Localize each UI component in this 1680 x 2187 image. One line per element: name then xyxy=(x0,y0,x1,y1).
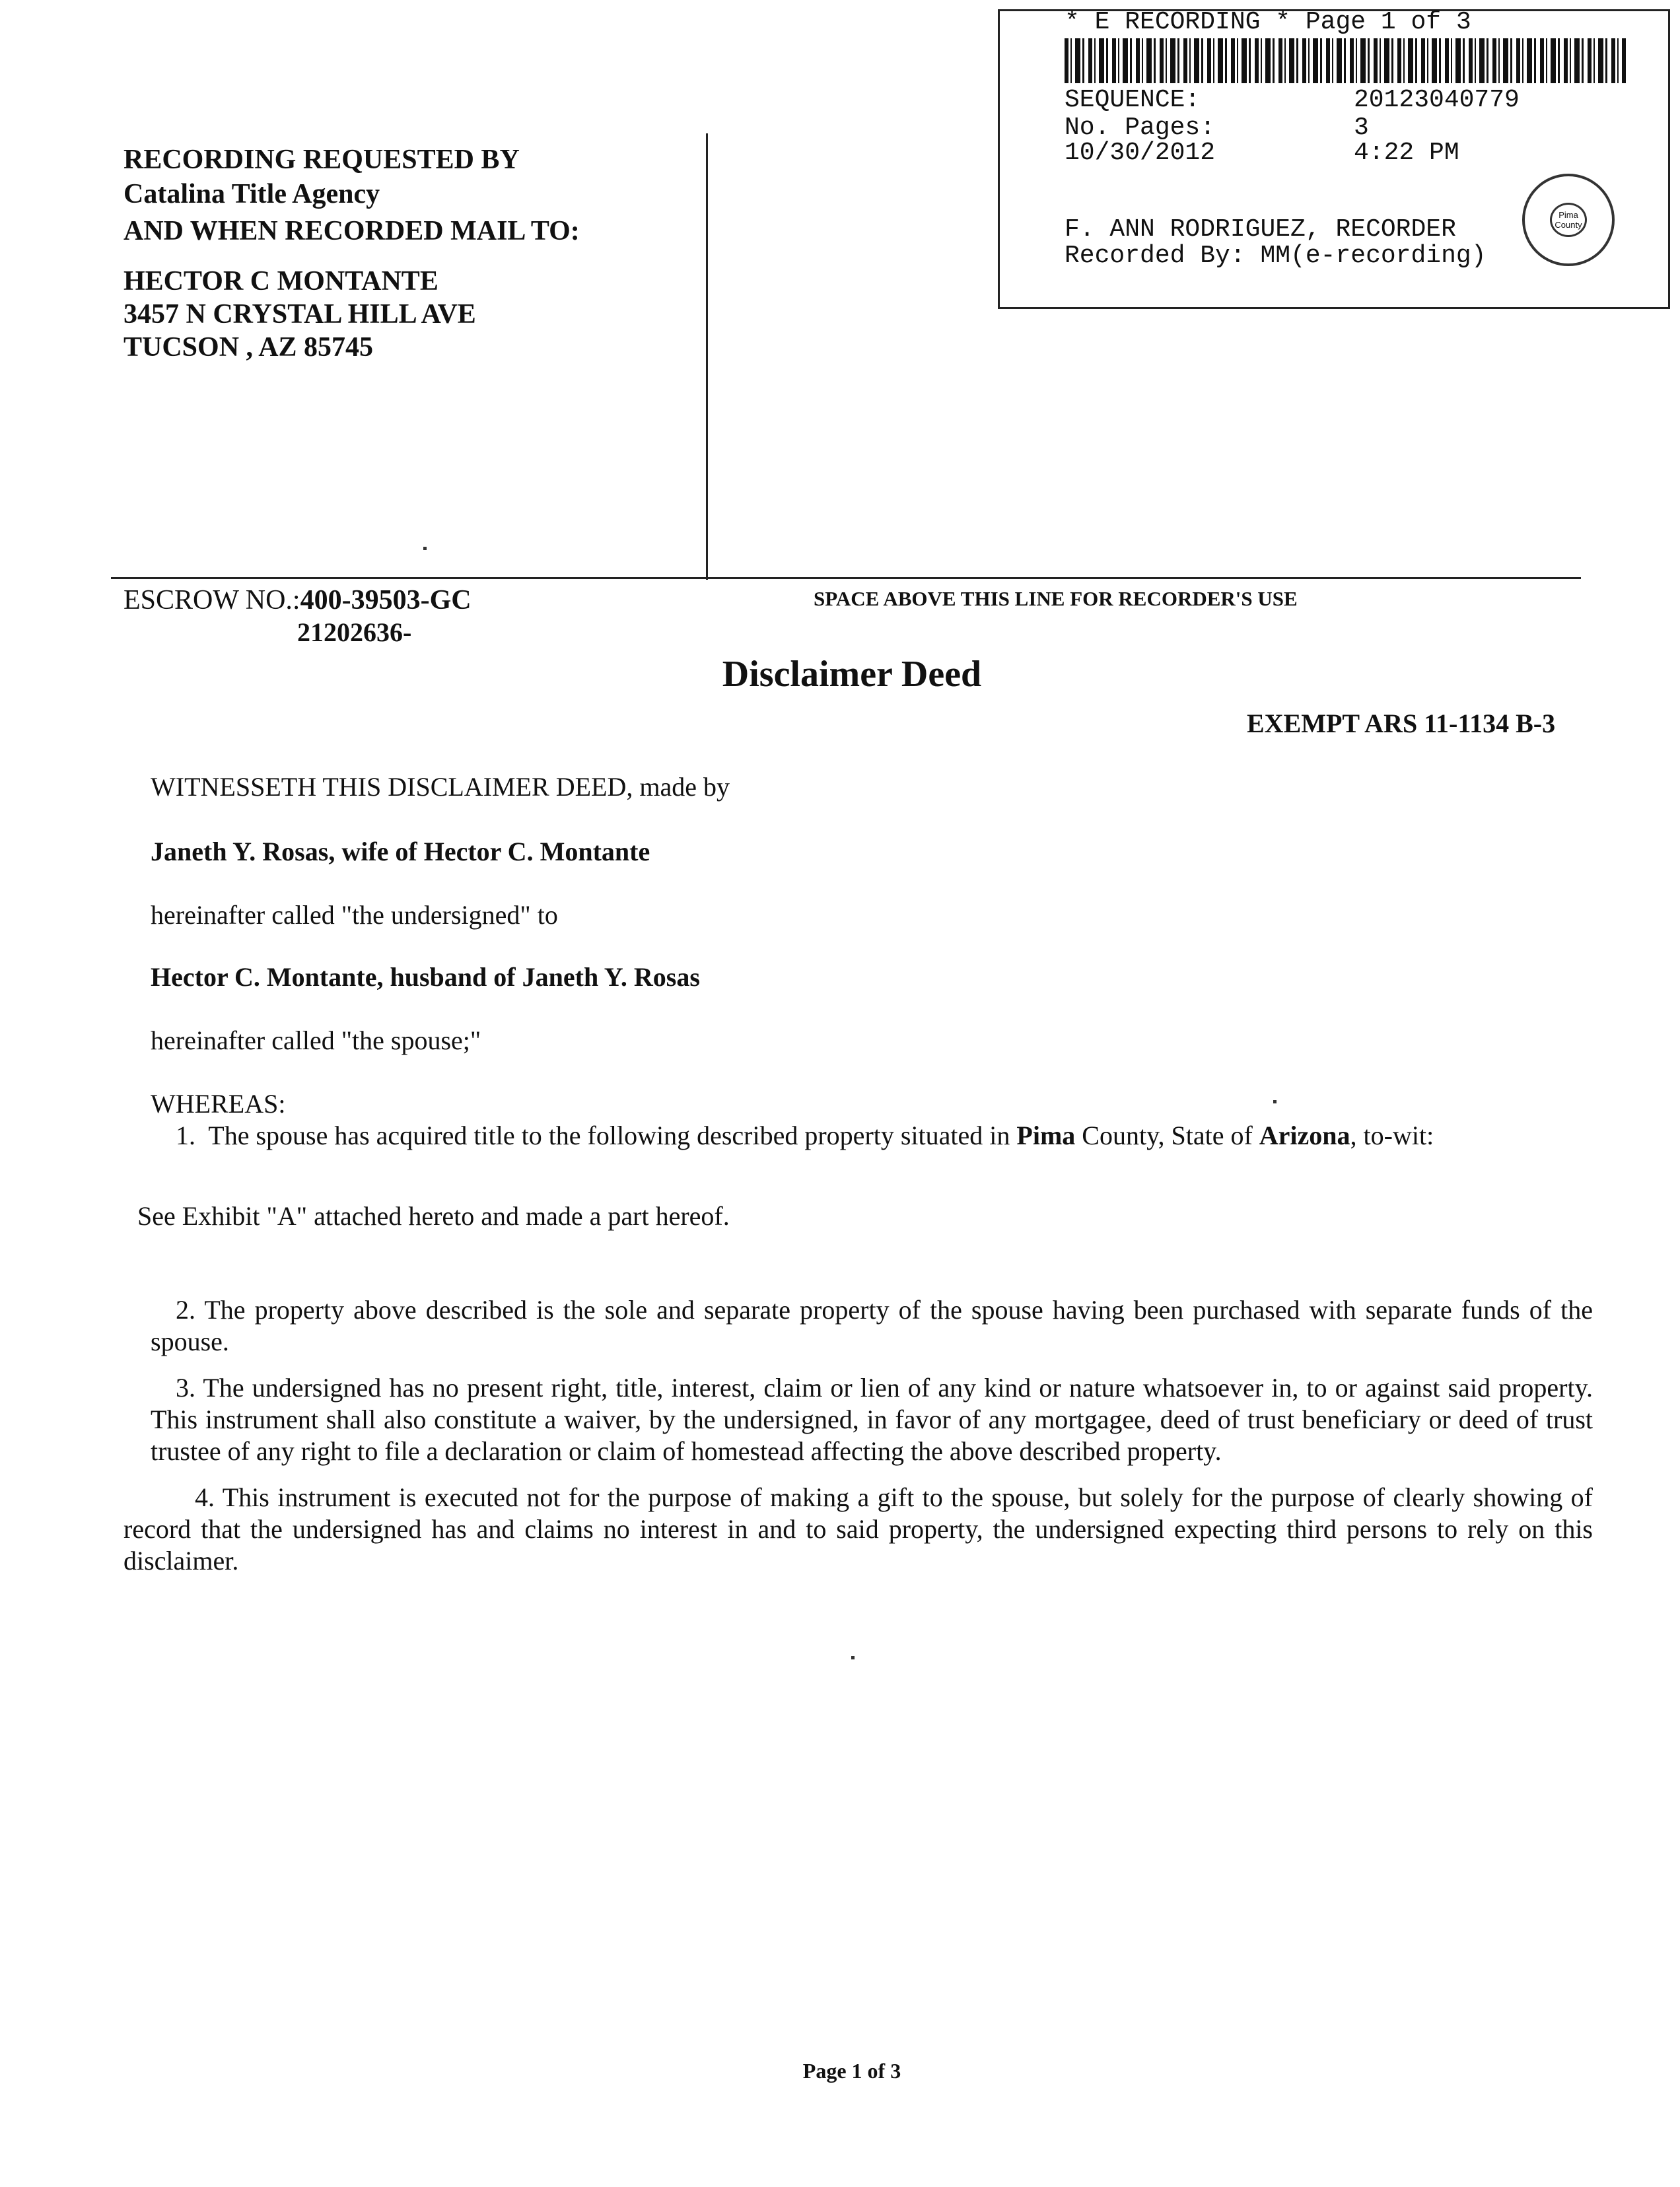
pages-label: No. Pages: xyxy=(1065,114,1216,142)
stamp-header: * E RECORDING * Page 1 of 3 xyxy=(1065,8,1471,36)
exhibit-line: See Exhibit "A" attached hereto and made a part hereof. xyxy=(137,1201,730,1231)
mail-to-city: TUCSON , AZ 85745 xyxy=(123,332,374,363)
vertical-divider xyxy=(706,133,708,580)
item-1-text-b: County, State of xyxy=(1075,1121,1259,1150)
witness-line: WITNESSETH THIS DISCLAIMER DEED, made by xyxy=(151,772,730,802)
recorder-space-note: SPACE ABOVE THIS LINE FOR RECORDER'S USE xyxy=(814,587,1298,610)
item-1-state: Arizona xyxy=(1259,1121,1350,1150)
speck xyxy=(851,1656,855,1659)
spouse-line: hereinafter called "the spouse;" xyxy=(151,1025,481,1055)
title-agency: Catalina Title Agency xyxy=(123,179,380,209)
mail-to-label: AND WHEN RECORDED MAIL TO: xyxy=(123,216,580,246)
escrow-number xyxy=(123,584,472,617)
exempt-note: EXEMPT ARS 11-1134 B-3 xyxy=(1247,709,1556,738)
escrow-label: ESCROW NO.: xyxy=(123,585,300,615)
recording-requested-by: RECORDING REQUESTED BY xyxy=(123,145,520,175)
escrow-second: 21202636- xyxy=(297,617,412,647)
speck xyxy=(423,547,427,550)
undersigned-line: hereinafter called "the undersigned" to xyxy=(151,900,558,930)
seal-center: Pima County xyxy=(1550,203,1587,237)
escrow-value: 400-39503-GC xyxy=(300,585,472,615)
record-date: 10/30/2012 xyxy=(1065,139,1216,167)
item-1 xyxy=(176,1120,1434,1152)
whereas: WHEREAS: xyxy=(151,1089,286,1119)
barcode xyxy=(1065,38,1626,83)
recorder-name: F. ANN RODRIGUEZ, RECORDER xyxy=(1065,215,1456,244)
sequence-label: SEQUENCE: xyxy=(1065,86,1201,114)
mail-to-street: 3457 N CRYSTAL HILL AVE xyxy=(123,299,476,330)
item-1-text-c: , to-wit: xyxy=(1350,1121,1434,1150)
item-2: 2. The property above described is the sole and separate property of the spouse having been purchased with separate funds of the spouse. xyxy=(151,1295,1593,1356)
recorder-line xyxy=(111,577,1581,579)
record-time: 4:22 PM xyxy=(1354,139,1459,167)
grantee: Hector C. Montante, husband of Janeth Y. Rosas xyxy=(151,962,700,992)
recorded-by: Recorded By: MM(e-recording) xyxy=(1065,242,1487,270)
grantor: Janeth Y. Rosas, wife of Hector C. Montante xyxy=(151,837,650,866)
page-number: Page 1 of 3 xyxy=(802,2059,901,2083)
item-3: 3. The undersigned has no present right, title, interest, claim or lien of any kind or nature whatsoever in, to or against said property. This instrument shall also constitute a waiver, by the undersigned, in favor of any mortgagee, deed of trust beneficiary or deed of trust trustee of any right to file a declaration or claim of homestead affecting the above described property. xyxy=(151,1373,1593,1466)
sequence-value: 20123040779 xyxy=(1354,86,1520,114)
item-1-county: Pima xyxy=(1016,1121,1076,1150)
pages-value: 3 xyxy=(1354,114,1369,142)
document-title: Disclaimer Deed xyxy=(722,654,982,695)
speck xyxy=(1273,1100,1277,1103)
county-seal xyxy=(1522,174,1615,266)
item-4: 4. This instrument is executed not for the purpose of making a gift to the spouse, but solely for the purpose of clearly showing of record that the undersigned has and claims no interest in and to said property, the undersigned expecting third persons to rely on this disclaimer. xyxy=(123,1482,1593,1576)
mail-to-name: HECTOR C MONTANTE xyxy=(123,266,438,296)
item-1-text-a: 1. The spouse has acquired title to the following described property situated in xyxy=(176,1121,1017,1150)
